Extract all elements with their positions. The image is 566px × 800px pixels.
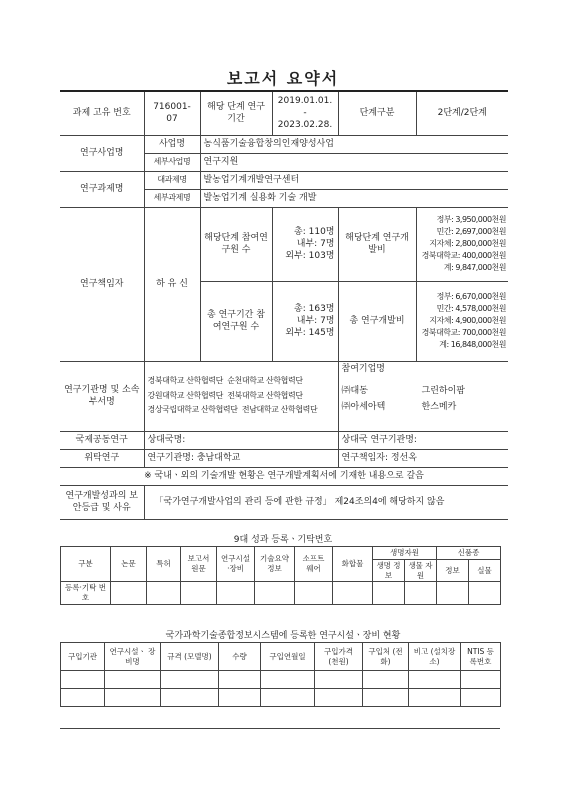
variety-group-header: 신품종	[437, 547, 501, 560]
researcher-label: 연구책임자	[60, 207, 144, 361]
stage-staff-values: 총: 110명 내부: 7명 외부: 103명	[272, 207, 338, 281]
total-cost-values: 정부: 6,670,000천원 민간: 4,578,000천원 지자체: 4,900,000천원 경북대학교: 700,000천원 계: 16,848,000천원	[416, 281, 508, 361]
bio-group-header: 생명자원	[373, 547, 437, 560]
stage-cost-values: 정부: 3,950,000천원 민간: 2,697,000천원 지자체: 2,800,000천원 경북대학교: 400,000천원 계: 9,847,000천원	[416, 207, 508, 281]
total-staff-label: 총 연구기간 참여연구원 수	[200, 281, 272, 361]
institutions-list: 경북대학교 산학협력단 순천대학교 산학협력단 강원대학교 산학협력단 전북대학교 산학협력단 경상국립대학교 산학협력단 전남대학교 산학협력단	[144, 361, 338, 431]
project-detail-label: 세부과제명	[144, 189, 200, 207]
facilities-header: 규격 (모델명)	[161, 643, 219, 671]
stage-value: 2단계/2단계	[416, 91, 508, 135]
variety-col-header: 실물	[469, 559, 501, 582]
business-label: 연구사업명	[60, 135, 144, 171]
security-value: 「국가연구개발사업의 관리 등에 관한 규정」 제24조의4에 해당하지 않음	[144, 485, 508, 519]
results-table	[60, 546, 501, 605]
facilities-header: 비고 (설치장소)	[409, 643, 461, 671]
stage-cost-label: 해당단계 연구개발비	[338, 207, 416, 281]
results-header: 보고서 원문	[181, 547, 217, 582]
page-title: 보고서 요약서	[226, 69, 340, 88]
business-detail-value: 연구지원	[200, 153, 508, 171]
facilities-title: 국가과학기술종합정보시스템에 등록한 연구시설ㆍ장비 현황	[165, 631, 401, 641]
consign-agency: 연구기관명: 충남대학교	[144, 449, 338, 467]
project-detail-value: 발농업기계 실용화 기술 개발	[200, 189, 508, 207]
facilities-header: 구입연월일	[261, 643, 315, 671]
facilities-header: 수량	[219, 643, 261, 671]
business-detail-label: 세부사업명	[144, 153, 200, 171]
facilities-header: 연구시설ㆍ 장비명	[105, 643, 161, 671]
facilities-header: 구입기관	[61, 643, 105, 671]
intl-agency: 상대국 연구기관명:	[338, 431, 508, 449]
business-name-label: 사업명	[144, 135, 200, 153]
results-header: 기술요약 정보	[255, 547, 295, 582]
business-name-value: 농식품기술융합창의인재양성사업	[200, 135, 508, 153]
facilities-table	[60, 642, 501, 707]
project-label: 연구과제명	[60, 171, 144, 207]
results-header: 연구시설 ·장비	[217, 547, 255, 582]
results-header: 특허	[147, 547, 181, 582]
table-row	[61, 689, 501, 707]
stage-label: 단계구분	[338, 91, 416, 135]
facilities-header: 구입가격 (천원)	[315, 643, 363, 671]
researcher-name: 하 유 신	[144, 207, 200, 361]
security-label: 연구개발성과의 보안등급 및 사유	[60, 485, 144, 519]
results-row-label: 등록·기탁 번호	[61, 582, 111, 605]
institutions-label: 연구기관명 및 소속 부서명	[60, 361, 144, 431]
companies-label: 참여기업명	[341, 363, 385, 374]
note: ※ 국내ㆍ외의 기술개발 현황은 연구개발계획서에 기재한 내용으로 갈음	[60, 467, 508, 485]
results-header: 화합물	[333, 547, 373, 582]
task-id-value: 716001-07	[144, 91, 200, 135]
facilities-header: NTIS 등록번호	[461, 643, 501, 671]
facilities-header: 구입처 (전화)	[363, 643, 409, 671]
consign-manager: 연구책임자: 정선옥	[338, 449, 508, 467]
bottom-rule	[60, 728, 500, 729]
project-main-value: 발농업기계개발연구센터	[200, 171, 508, 189]
period-value: 2019.01.01. - 2023.02.28.	[272, 91, 338, 135]
consign-label: 위탁연구	[60, 449, 144, 467]
results-header: 논문	[111, 547, 147, 582]
total-cost-label: 총 연구개발비	[338, 281, 416, 361]
results-title: 9대 성과 등록ㆍ기탁번호	[233, 535, 333, 545]
results-header: 소프트 웨어	[295, 547, 333, 582]
variety-col-header: 정보	[437, 559, 469, 582]
total-staff-values: 총: 163명 내부: 7명 외부: 145명	[272, 281, 338, 361]
companies-cell: 참여기업명 ㈜대동 그린하이팜 ㈜아세아텍 한스메카	[338, 361, 508, 431]
intl-label: 국제공동연구	[60, 431, 144, 449]
project-main-label: 대과제명	[144, 171, 200, 189]
task-id-label: 과제 고유 번호	[60, 91, 144, 135]
bio-col-header: 생물 자원	[405, 559, 437, 582]
summary-table	[60, 90, 508, 520]
intl-country: 상대국명:	[144, 431, 338, 449]
period-label: 해당 단계 연구 기간	[200, 91, 272, 135]
bio-col-header: 생명 정보	[373, 559, 405, 582]
stage-staff-label: 해당단계 참여연구원 수	[200, 207, 272, 281]
table-row	[61, 671, 501, 689]
results-header: 구분	[61, 547, 111, 582]
